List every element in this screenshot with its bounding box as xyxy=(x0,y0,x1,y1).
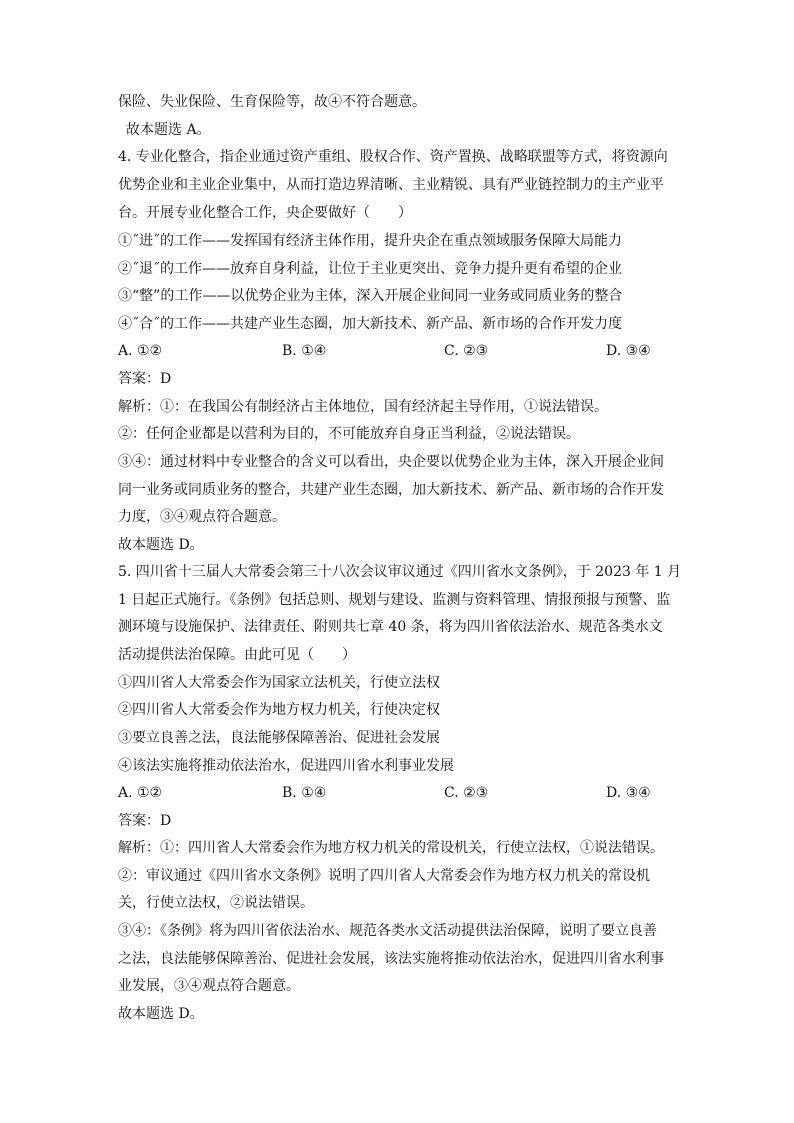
q4-item-1: ①˝进˝的工作——发挥国有经济主体作用，提升央企在重点领域服务保障大局能力 xyxy=(118,233,622,249)
q5-stem-line: 测环境与设施保护、法律责任、附则共七章 40 条，将为四川省依法治水、规范各类水文 xyxy=(118,619,663,635)
q4-option-b: B. ①④ xyxy=(282,343,327,359)
q4-analysis-line: 解析：①：在我国公有制经济占主体地位，国有经济起主导作用，①说法错误。 xyxy=(118,399,608,415)
q5-answer: 答案：D xyxy=(118,813,172,829)
q4-analysis-line: ③④：通过材料中专业整合的含义可以看出，央企要以优势企业为主体，深入开展企业间 xyxy=(118,454,664,470)
q4-option-d: D. ③④ xyxy=(606,343,651,359)
text-line: 保险、失业保险、生育保险等，故④不符合题意。 xyxy=(118,94,426,110)
q5-analysis-line: 业发展，③④观点符合题意。 xyxy=(118,978,300,994)
q5-analysis-line: ③④：《条例》将为四川省依法治水、规范各类水文活动提供法治保障，说明了要立良善 xyxy=(118,923,657,939)
q5-analysis-line: ②：审议通过《四川省水文条例》说明了四川省人大常委会作为地方权力机关的常设机 xyxy=(118,868,650,884)
q5-item-3: ③要立良善之法，良法能够保障善治、促进社会发展 xyxy=(118,730,440,746)
q5-item-4: ④该法实施将推动依法治水，促进四川省水利事业发展 xyxy=(118,758,454,774)
q5-item-2: ②四川省人大常委会作为地方权力机关，行使决定权 xyxy=(118,702,440,718)
q5-stem-line: 1 日起正式施行。《条例》包括总则、规划与建设、监测与资料管理、情报预报与预警、监 xyxy=(118,592,671,608)
q4-item-2: ②˝退˝的工作——放弃自身利益，让位于主业更突出、竞争力提升更有希望的企业 xyxy=(118,261,622,277)
q4-analysis-line: ②：任何企业都是以营利为目的，不可能放弃自身正当利益，②说法错误。 xyxy=(118,426,580,442)
q5-stem-line: 活动提供法治保障。由此可见（ ） xyxy=(118,647,356,663)
q4-stem-line: 4. 专业化整合，指企业通过资产重组、股权合作、资产置换、战略联盟等方式，将资源向 xyxy=(118,149,668,165)
q5-analysis-line: 关，行使立法权，②说法错误。 xyxy=(118,895,314,911)
q4-stem-line: 台。开展专业化整合工作，央企要做好（ ） xyxy=(118,205,412,221)
q4-item-3: ③“整”的工作——以优势企业为主体，深入开展企业间同一业务或同质业务的整合 xyxy=(118,288,623,304)
q4-analysis-line: 同一业务或同质业务的整合，共建产业生态圈，加大新技术、新产品、新市场的合作开发 xyxy=(118,482,664,498)
q4-conclusion: 故本题选 D。 xyxy=(118,537,204,553)
q5-option-a: A. ①② xyxy=(118,785,163,801)
q5-analysis-line: 之法，良法能够保障善治、促进社会发展，该法实施将推动依法治水，促进四川省水利事 xyxy=(118,951,664,967)
q4-option-a: A. ①② xyxy=(118,343,163,359)
text-line: 故本题选 A。 xyxy=(126,122,211,138)
q5-analysis-line: 解析：①：四川省人大常委会作为地方权力机关的常设机关，行使立法权，①说法错误。 xyxy=(118,840,664,856)
q4-item-4: ④˝合˝的工作——共建产业生态圈，加大新技术、新产品、新市场的合作开发力度 xyxy=(118,316,622,332)
q5-stem-line: 5. 四川省十三届人大常委会第三十八次会议审议通过《四川省水文条例》，于 2023 年 1 月 xyxy=(118,564,682,580)
q4-answer: 答案：D xyxy=(118,371,172,387)
q4-analysis-line: 力度，③④观点符合题意。 xyxy=(118,509,286,525)
q5-item-1: ①四川省人大常委会作为国家立法机关，行使立法权 xyxy=(118,675,440,691)
q5-conclusion: 故本题选 D。 xyxy=(118,1006,204,1022)
content-block xyxy=(118,0,682,1123)
q5-option-c: C. ②③ xyxy=(444,785,489,801)
q4-option-c: C. ②③ xyxy=(444,343,489,359)
q4-stem-line: 优势企业和主业企业集中，从而打造边界清晰、主业精锐、具有严业链控制力的主产业平 xyxy=(118,177,664,193)
q5-option-d: D. ③④ xyxy=(606,785,651,801)
q5-option-b: B. ①④ xyxy=(282,785,327,801)
